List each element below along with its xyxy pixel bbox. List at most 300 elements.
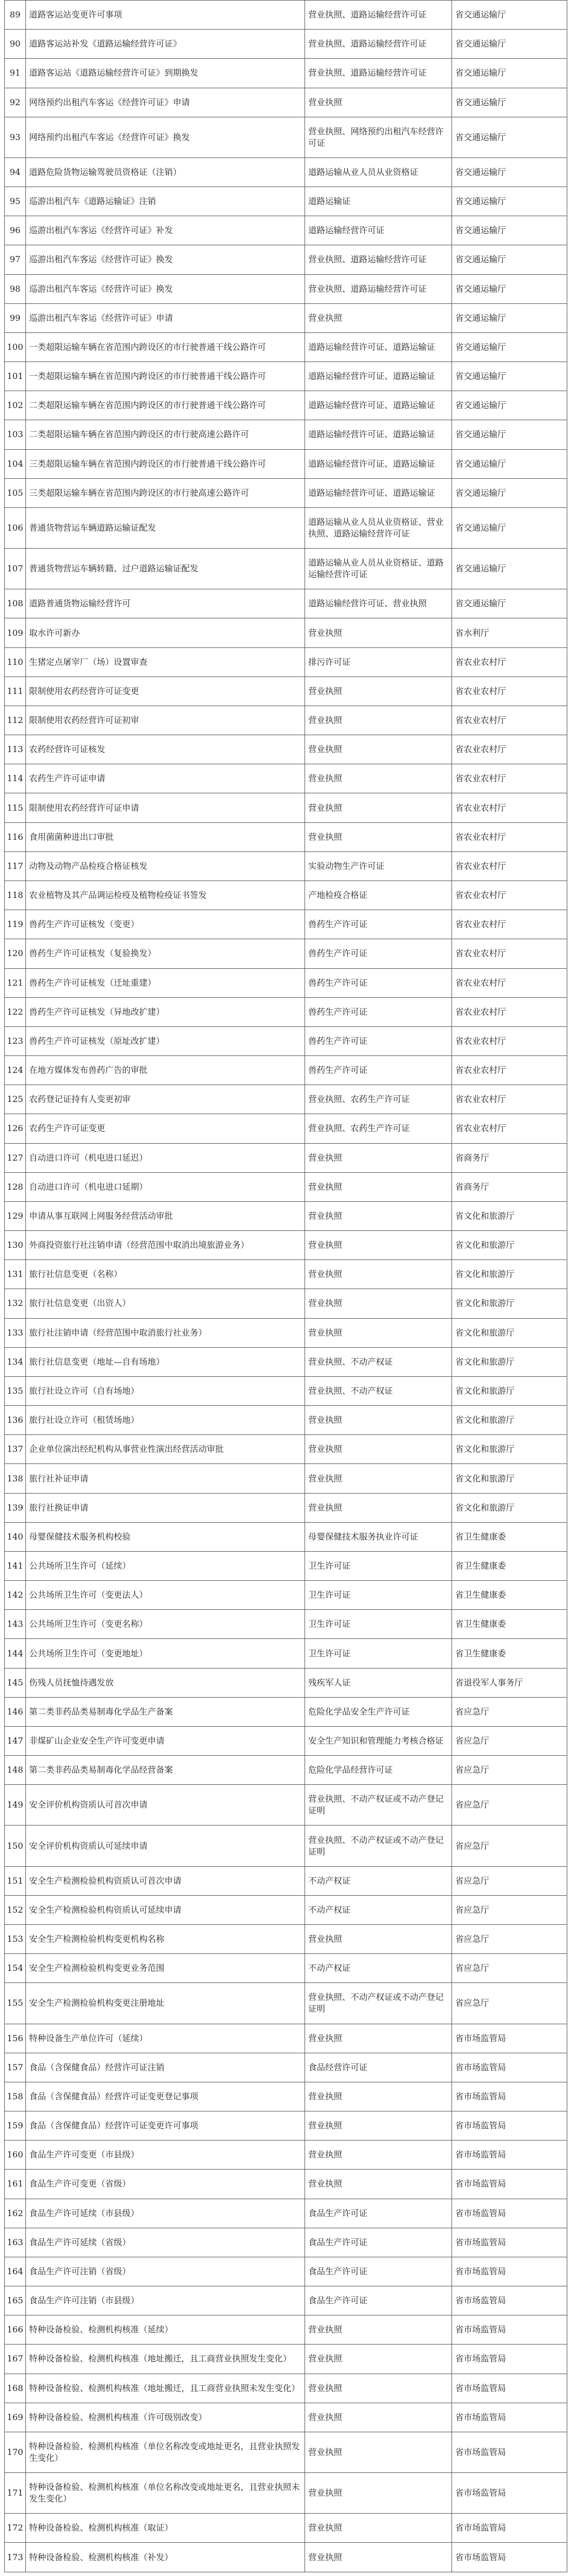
table-row [5,1639,567,1668]
certificate-name: 营业执照 [305,618,452,647]
table-row [5,1318,567,1347]
table-row [5,30,567,59]
item-name: 二类超限运输车辆在省范围内跨设区的市行驶高速公路许可 [26,420,305,449]
row-number: 118 [5,881,26,910]
row-number: 99 [5,303,26,332]
department-name: 省市场监管局 [452,2170,567,2199]
item-name: 食品生产许可注销（市县级） [26,2286,305,2315]
certificate-name: 道路运输经营许可证 [305,216,452,245]
row-number: 147 [5,1726,26,1755]
row-number: 160 [5,2141,26,2170]
table-row [5,245,567,274]
department-name: 省交通运输厅 [452,391,567,420]
department-name: 省文化和旅游厅 [452,1231,567,1260]
certificate-name: 道路运输经营许可证、道路运输证 [305,362,452,391]
table-row [5,274,567,303]
certificate-name: 不动产权证 [305,1895,452,1924]
certificate-name: 营业执照 [305,1172,452,1201]
item-name: 道路危险货物运输驾驶员资格证（注销） [26,157,305,187]
department-name: 省文化和旅游厅 [452,1464,567,1493]
department-name: 省文化和旅游厅 [452,1318,567,1347]
item-name: 企业单位演出经纪机构从事营业性演出经营活动审批 [26,1435,305,1464]
certificate-name: 营业执照 [305,822,452,851]
item-name: 巡游出租汽车《道路运输证》注销 [26,187,305,216]
table-row [5,1,567,30]
certificate-name: 食品经营许可证 [305,2053,452,2082]
department-name: 省市场监管局 [452,2228,567,2257]
department-name: 省应急厅 [452,1866,567,1895]
certificate-name: 不动产权证 [305,1866,452,1895]
certificate-name: 卫生许可证 [305,1581,452,1610]
department-name: 省农业农村厅 [452,968,567,997]
department-name: 省交通运输厅 [452,30,567,59]
department-name: 省农业农村厅 [452,735,567,764]
item-name: 一类超限运输车辆在省范围内跨设区的市行驶普通干线公路许可 [26,332,305,362]
department-name: 省交通运输厅 [452,59,567,88]
table-row [5,2053,567,2082]
item-name: 特种设备检验、检测机构核准（补发） [26,2543,305,2572]
row-number: 124 [5,1056,26,1085]
table-row [5,1260,567,1289]
row-number: 128 [5,1172,26,1201]
item-name: 特种设备检验、检测机构核准（延续） [26,2315,305,2345]
department-name: 省应急厅 [452,1726,567,1755]
certificate-name: 营业执照 [305,1493,452,1522]
row-number: 101 [5,362,26,391]
certificate-name: 营业执照 [305,1201,452,1230]
row-number: 91 [5,59,26,88]
row-number: 146 [5,1697,26,1726]
table-row [5,2286,567,2315]
table-row [5,618,567,647]
department-name: 省退役军人事务厅 [452,1668,567,1697]
table-row [5,1464,567,1493]
department-name: 省农业农村厅 [452,1026,567,1055]
department-name: 省市场监管局 [452,2111,567,2141]
department-name: 省农业农村厅 [452,822,567,851]
row-number: 152 [5,1895,26,1924]
row-number: 166 [5,2315,26,2345]
department-name: 省交通运输厅 [452,449,567,478]
item-name: 三类超限运输车辆在省范围内跨设区的市行驶普通干线公路许可 [26,449,305,478]
table-row [5,764,567,793]
certificate-name: 食品生产许可证 [305,2286,452,2315]
row-number: 131 [5,1260,26,1289]
table-row [5,2374,567,2403]
certificate-name: 营业执照、不动产权证或不动产登记证明 [305,1785,452,1826]
item-name: 特种设备检验、检测机构核准（单位名称改变或地址更名，且营业执照未发生变化） [26,2473,305,2514]
table-row [5,1726,567,1755]
row-number: 142 [5,1581,26,1610]
certificate-name: 兽药生产许可证 [305,968,452,997]
certificate-name: 营业执照 [305,1289,452,1318]
item-name: 旅行社信息变更（名称） [26,1260,305,1289]
department-name: 省文化和旅游厅 [452,1260,567,1289]
certificate-name: 营业执照 [305,793,452,822]
certificate-name: 排污许可证 [305,647,452,677]
item-name: 特种设备生产单位许可（延续） [26,2024,305,2053]
row-number: 93 [5,117,26,157]
certificate-name: 道路运输从业人员从业资格证、营业执照、道路运输经营许可证 [305,507,452,548]
department-name: 省市场监管局 [452,2286,567,2315]
department-name: 省商务厅 [452,1172,567,1201]
certificate-name: 卫生许可证 [305,1551,452,1580]
certificate-name: 营业执照 [305,706,452,735]
item-name: 兽药生产许可证核发（复验换发） [26,939,305,968]
certificate-name: 营业执照、不动产权证 [305,1376,452,1405]
row-number: 129 [5,1201,26,1230]
certificate-name: 营业执照、道路运输经营许可证 [305,274,452,303]
item-name: 取水许可新办 [26,618,305,647]
department-name: 省交通运输厅 [452,157,567,187]
department-name: 省卫生健康委 [452,1551,567,1580]
item-name: 安全生产检测检验机构资质认可延续申请 [26,1895,305,1924]
table-row [5,851,567,881]
item-name: 网络预约出租汽车客运《经营许可证》换发 [26,117,305,157]
item-name: 三类超限运输车辆在省范围内跨设区的市行驶高速公路许可 [26,478,305,507]
row-number: 162 [5,2199,26,2228]
certificate-name: 兽药生产许可证 [305,1056,452,1085]
table-row [5,2228,567,2257]
row-number: 127 [5,1143,26,1172]
department-name: 省农业农村厅 [452,851,567,881]
certificate-name: 营业执照 [305,2514,452,2543]
item-name: 自动进口许可（机电进口延迟） [26,1143,305,1172]
row-number: 117 [5,851,26,881]
department-name: 省农业农村厅 [452,764,567,793]
table-row [5,2473,567,2514]
item-name: 食品生产许可变更（省级） [26,2170,305,2199]
certificate-name: 危险化学品经营许可证 [305,1756,452,1785]
table-row [5,2543,567,2572]
item-name: 特种设备检验、检测机构核准（地址搬迁，且工商营业执照发生变化） [26,2345,305,2374]
certificate-name: 安全生产知识和管理能力考核合格证 [305,1726,452,1755]
certificate-name: 产地检疫合格证 [305,881,452,910]
certificate-name: 食品生产许可证 [305,2199,452,2228]
certificate-name: 营业执照 [305,1925,452,1954]
item-name: 安全生产检测检验机构资质认可首次申请 [26,1866,305,1895]
row-number: 137 [5,1435,26,1464]
row-number: 103 [5,420,26,449]
department-name: 省应急厅 [452,1756,567,1785]
item-name: 食品生产许可延续（市县级） [26,2199,305,2228]
department-name: 省交通运输厅 [452,589,567,618]
item-name: 公共场所卫生许可（变更法人） [26,1581,305,1610]
certificate-name: 营业执照 [305,303,452,332]
table-row [5,997,567,1026]
certificate-name: 营业执照、不动产权证 [305,1347,452,1376]
table-row [5,1143,567,1172]
item-name: 兽药生产许可证核发（迁址重建） [26,968,305,997]
department-name: 省交通运输厅 [452,88,567,117]
row-number: 144 [5,1639,26,1668]
table-row [5,362,567,391]
table-row [5,1925,567,1954]
item-name: 道路客运站《道路运输经营许可证》到期换发 [26,59,305,88]
item-name: 食品（含保健食品）经营许可证变更登记事项 [26,2082,305,2111]
department-name: 省卫生健康委 [452,1610,567,1639]
table-row [5,1347,567,1376]
row-number: 173 [5,2543,26,2572]
department-name: 省市场监管局 [452,2432,567,2472]
certificate-name: 营业执照、农药生产许可证 [305,1114,452,1143]
table-row [5,881,567,910]
row-number: 115 [5,793,26,822]
item-name: 巡游出租汽车客运《经营许可证》换发 [26,274,305,303]
certificate-name: 营业执照 [305,2403,452,2432]
row-number: 145 [5,1668,26,1697]
table-row [5,1056,567,1085]
department-name: 省文化和旅游厅 [452,1376,567,1405]
table-row [5,449,567,478]
item-name: 网络预约出租汽车客运《经营许可证》申请 [26,88,305,117]
row-number: 89 [5,1,26,30]
row-number: 111 [5,677,26,706]
department-name: 省交通运输厅 [452,216,567,245]
certificate-name: 营业执照 [305,88,452,117]
row-number: 108 [5,589,26,618]
table-row [5,1201,567,1230]
row-number: 171 [5,2473,26,2514]
table-row [5,589,567,618]
item-name: 非煤矿山企业安全生产许可变更申请 [26,1726,305,1755]
row-number: 138 [5,1464,26,1493]
table-row [5,2514,567,2543]
row-number: 120 [5,939,26,968]
certificate-name: 营业执照 [305,2082,452,2111]
table-row [5,793,567,822]
row-number: 151 [5,1866,26,1895]
table-row [5,1785,567,1826]
row-number: 102 [5,391,26,420]
item-name: 旅行社换证申请 [26,1493,305,1522]
row-number: 119 [5,910,26,939]
department-name: 省市场监管局 [452,2403,567,2432]
department-name: 省农业农村厅 [452,793,567,822]
table-row [5,507,567,548]
table-row [5,59,567,88]
department-name: 省市场监管局 [452,2345,567,2374]
row-number: 150 [5,1826,26,1866]
table-row [5,1895,567,1924]
department-name: 省交通运输厅 [452,245,567,274]
certificate-name: 营业执照、道路运输经营许可证 [305,59,452,88]
certificate-name: 营业执照 [305,2432,452,2472]
certificate-name: 营业执照 [305,2315,452,2345]
row-number: 143 [5,1610,26,1639]
certificate-name: 营业执照 [305,1464,452,1493]
department-name: 省交通运输厅 [452,420,567,449]
item-name: 旅行社信息变更（出资人） [26,1289,305,1318]
certificate-name: 营业执照 [305,677,452,706]
department-name: 省农业农村厅 [452,910,567,939]
row-number: 141 [5,1551,26,1580]
department-name: 省卫生健康委 [452,1581,567,1610]
certificate-name: 营业执照 [305,2374,452,2403]
table-row [5,117,567,157]
department-name: 省卫生健康委 [452,1522,567,1551]
item-name: 食品生产许可注销（省级） [26,2257,305,2286]
department-name: 省农业农村厅 [452,881,567,910]
certificate-name: 道路运输经营许可证、道路运输证 [305,420,452,449]
item-name: 第二类非药品类易制毒化学品生产备案 [26,1697,305,1726]
item-name: 申请从事互联网上网服务经营活动审批 [26,1201,305,1230]
table-row [5,1668,567,1697]
table-row [5,1983,567,2024]
certificate-name: 实验动物生产许可证 [305,851,452,881]
certificate-name: 营业执照 [305,1318,452,1347]
row-number: 90 [5,30,26,59]
row-number: 95 [5,187,26,216]
certificate-name: 营业执照 [305,2111,452,2141]
item-name: 限制使用农药经营许可证变更 [26,677,305,706]
row-number: 104 [5,449,26,478]
row-number: 168 [5,2374,26,2403]
table-row [5,939,567,968]
table-row [5,549,567,589]
table-row [5,157,567,187]
certificate-name: 营业执照、不动产权证或不动产登记证明 [305,1826,452,1866]
table-row [5,1172,567,1201]
table-row [5,2432,567,2472]
row-number: 158 [5,2082,26,2111]
certificate-name: 兽药生产许可证 [305,1026,452,1055]
item-name: 二类超限运输车辆在省范围内跨设区的市行驶普通干线公路许可 [26,391,305,420]
department-name: 省农业农村厅 [452,706,567,735]
table-row [5,1866,567,1895]
row-number: 109 [5,618,26,647]
item-name: 巡游出租汽车客运《经营许可证》补发 [26,216,305,245]
row-number: 112 [5,706,26,735]
table-row [5,1435,567,1464]
table-row [5,910,567,939]
department-name: 省市场监管局 [452,2374,567,2403]
department-name: 省市场监管局 [452,2257,567,2286]
item-name: 安全评价机构资质认可延续申请 [26,1826,305,1866]
row-number: 96 [5,216,26,245]
row-number: 121 [5,968,26,997]
department-name: 省农业农村厅 [452,1085,567,1114]
item-name: 农药生产许可证变更 [26,1114,305,1143]
certificate-name: 营业执照 [305,2141,452,2170]
department-name: 省农业农村厅 [452,647,567,677]
table-row [5,187,567,216]
certificate-name: 危险化学品安全生产许可证 [305,1697,452,1726]
item-name: 安全生产检测检验机构变更注册地址 [26,1983,305,2024]
item-name: 普通货物营运车辆转籍、过户道路运输证配发 [26,549,305,589]
item-name: 农业植物及其产品调运检疫及植物检疫证书签发 [26,881,305,910]
table-row [5,1493,567,1522]
certificate-name: 兽药生产许可证 [305,939,452,968]
department-name: 省交通运输厅 [452,1,567,30]
item-name: 限制使用农药经营许可证申请 [26,793,305,822]
row-number: 165 [5,2286,26,2315]
table-row [5,2141,567,2170]
certificate-name: 营业执照、道路运输经营许可证 [305,1,452,30]
department-name: 省水利厅 [452,618,567,647]
item-name: 特种设备检验、检测机构核准（取证） [26,2514,305,2543]
table-row [5,88,567,117]
department-name: 省市场监管局 [452,2053,567,2082]
item-name: 伤残人员抚恤待遇发放 [26,1668,305,1697]
department-name: 省应急厅 [452,1826,567,1866]
table-row [5,1085,567,1114]
row-number: 154 [5,1954,26,1983]
row-number: 122 [5,997,26,1026]
item-name: 母婴保健技术服务机构校验 [26,1522,305,1551]
table-row [5,216,567,245]
row-number: 97 [5,245,26,274]
item-name: 生猪定点屠宰厂（场）设置审查 [26,647,305,677]
item-name: 兽药生产许可证核发（异地改扩建） [26,997,305,1026]
table-row [5,968,567,997]
table-row [5,1406,567,1435]
department-name: 省农业农村厅 [452,1056,567,1085]
certificate-name: 卫生许可证 [305,1639,452,1668]
item-name: 兽药生产许可证核发（原址改扩建） [26,1026,305,1055]
table-row [5,2257,567,2286]
items-table-body [5,1,567,2572]
item-name: 特种设备检验、检测机构核准（单位名称改变或地址更名，且营业执照发生变化） [26,2432,305,2472]
table-row [5,2315,567,2345]
table-row [5,420,567,449]
department-name: 省应急厅 [452,1954,567,1983]
department-name: 省市场监管局 [452,2514,567,2543]
row-number: 94 [5,157,26,187]
certificate-name: 食品生产许可证 [305,2228,452,2257]
table-row [5,647,567,677]
row-number: 163 [5,2228,26,2257]
certificate-name: 兽药生产许可证 [305,997,452,1026]
table-row [5,1231,567,1260]
item-name: 旅行社信息变更（地址—自有场地） [26,1347,305,1376]
department-name: 省交通运输厅 [452,507,567,548]
item-name: 特种设备检验、检测机构核准（地址搬迁，且工商营业执照未发生变化） [26,2374,305,2403]
item-name: 公共场所卫生许可（变更名称） [26,1610,305,1639]
table-row [5,2345,567,2374]
item-name: 食用菌菌种进出口审批 [26,822,305,851]
certificate-name: 道路运输从业人员从业资格证 [305,157,452,187]
certificate-name: 营业执照 [305,1435,452,1464]
certificate-name: 营业执照 [305,1260,452,1289]
item-name: 兽药生产许可证核发（变更） [26,910,305,939]
certificate-name: 营业执照 [305,2170,452,2199]
department-name: 省文化和旅游厅 [452,1406,567,1435]
row-number: 140 [5,1522,26,1551]
row-number: 149 [5,1785,26,1826]
department-name: 省交通运输厅 [452,303,567,332]
certificate-name: 卫生许可证 [305,1610,452,1639]
row-number: 106 [5,507,26,548]
row-number: 98 [5,274,26,303]
table-row [5,1114,567,1143]
item-name: 安全评价机构资质认可首次申请 [26,1785,305,1826]
table-row [5,822,567,851]
row-number: 167 [5,2345,26,2374]
table-row [5,1610,567,1639]
table-row [5,1026,567,1055]
item-name: 道路普通货物运输经营许可 [26,589,305,618]
item-name: 食品（含保健食品）经营许可证变更许可事项 [26,2111,305,2141]
certificate-name: 道路运输经营许可证、道路运输证 [305,332,452,362]
table-row [5,1954,567,1983]
item-name: 旅行社补证申请 [26,1464,305,1493]
item-name: 安全生产检测检验机构变更机构名称 [26,1925,305,1954]
table-row [5,2024,567,2053]
row-number: 92 [5,88,26,117]
item-name: 食品（含保健食品）经营许可证注销 [26,2053,305,2082]
department-name: 省交通运输厅 [452,549,567,589]
